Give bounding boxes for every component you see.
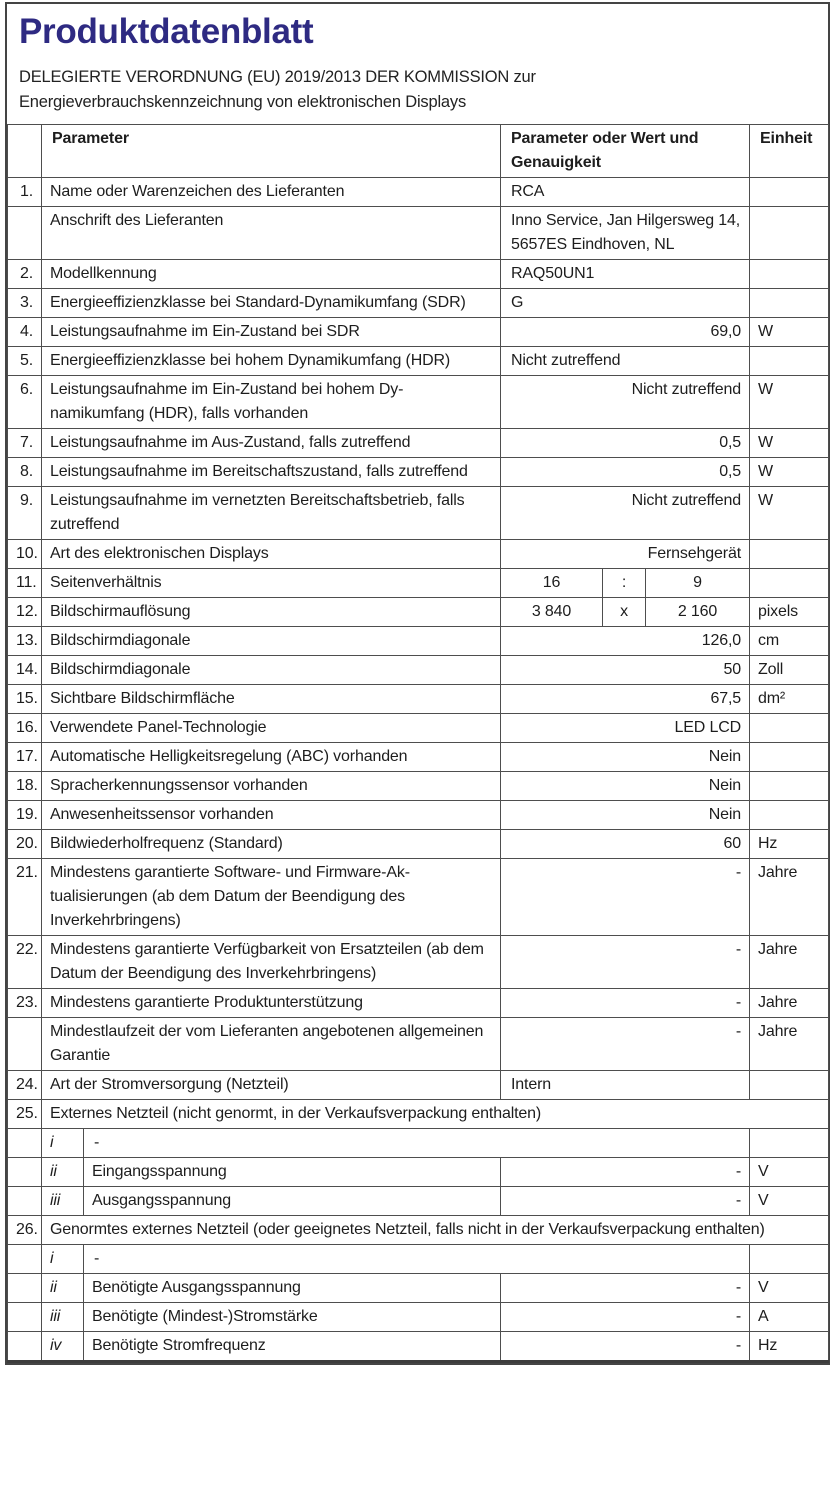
- unit-cell: [750, 1071, 829, 1100]
- parameter-cell: Bildschirmdiagonale: [42, 656, 501, 685]
- parameter-cell: Leistungsaufnahme im Ein-Zustand bei hohem Dynamikumfang (HDR), falls vorhanden: [42, 376, 501, 429]
- row-number-cell: 10.: [8, 540, 42, 569]
- unit-cell: [750, 289, 829, 318]
- parameter-cell: Bildwiederholfrequenz (Standard): [42, 830, 501, 859]
- parameter-cell: Modellkennung: [42, 260, 501, 289]
- value-cell: 60: [501, 830, 750, 859]
- table-row: [8, 1071, 829, 1100]
- row-number-cell: 1.: [8, 178, 42, 207]
- table-row: [8, 347, 829, 376]
- table-row: [8, 260, 829, 289]
- parameter-cell: Sichtbare Bildschirmfläche: [42, 685, 501, 714]
- section-title-cell: Externes Netzteil (nicht genormt, in der Verkaufsverpackung enthalten): [42, 1100, 829, 1129]
- unit-cell: V: [750, 1187, 829, 1216]
- parameter-cell: Anwesenheitssensor vorhanden: [42, 801, 501, 830]
- value-cell: -: [84, 1129, 750, 1158]
- row-number-cell: 5.: [8, 347, 42, 376]
- unit-cell: V: [750, 1274, 829, 1303]
- row-number-cell: 22.: [8, 936, 42, 989]
- table-row: [8, 487, 829, 540]
- table-row: [8, 318, 829, 347]
- row-number-cell: [8, 1332, 42, 1362]
- value-separator-cell: :: [603, 569, 646, 598]
- table-row: [8, 1018, 829, 1071]
- roman-numeral-cell: iii: [42, 1303, 84, 1332]
- value-cell: Nein: [501, 801, 750, 830]
- table-row: [8, 830, 829, 859]
- table-row: [8, 1245, 829, 1274]
- value-cell: Nein: [501, 772, 750, 801]
- unit-cell: A: [750, 1303, 829, 1332]
- row-number-cell: 12.: [8, 598, 42, 627]
- table-row: [8, 1129, 829, 1158]
- parameter-cell: Leistungsaufnahme im Ein-Zustand bei SDR: [42, 318, 501, 347]
- value-cell: -: [501, 1018, 750, 1071]
- subtitle-line-2: Energieverbrauchskennzeichnung von elektronischen Displays: [19, 93, 467, 111]
- roman-numeral-cell: i: [42, 1245, 84, 1274]
- parameter-cell: Mindestlaufzeit der vom Lieferanten angebotenen allgemeinen Garantie: [42, 1018, 501, 1071]
- value-part-cell: 2 160: [646, 598, 750, 627]
- table-row: [8, 656, 829, 685]
- value-cell: 0,5: [501, 429, 750, 458]
- parameter-cell: Energieeffizienzklasse bei hohem Dynamikumfang (HDR): [42, 347, 501, 376]
- row-number-cell: [8, 207, 42, 260]
- value-cell: 126,0: [501, 627, 750, 656]
- table-header-row: [8, 125, 829, 178]
- table-row: [8, 540, 829, 569]
- header-parameter-cell: Parameter: [42, 125, 501, 178]
- datasheet-table: [7, 124, 829, 1363]
- subtitle-line-1: DELEGIERTE VERORDNUNG (EU) 2019/2013 DER KOMMISSION zur: [19, 68, 536, 86]
- parameter-cell: Art der Stromversorgung (Netzteil): [42, 1071, 501, 1100]
- parameter-cell: Seitenverhältnis: [42, 569, 501, 598]
- value-cell: -: [501, 989, 750, 1018]
- parameter-cell: Spracherkennungssensor vorhanden: [42, 772, 501, 801]
- page-title: Produktdatenblatt: [19, 12, 314, 51]
- row-number-cell: [8, 1129, 42, 1158]
- value-part-cell: 3 840: [501, 598, 603, 627]
- unit-cell: Jahre: [750, 1018, 829, 1071]
- unit-cell: [750, 714, 829, 743]
- unit-cell: dm²: [750, 685, 829, 714]
- unit-cell: Zoll: [750, 656, 829, 685]
- row-number-cell: 4.: [8, 318, 42, 347]
- row-number-cell: 2.: [8, 260, 42, 289]
- unit-cell: [750, 260, 829, 289]
- table-row: [8, 772, 829, 801]
- value-cell: -: [501, 1303, 750, 1332]
- value-cell: RCA: [501, 178, 750, 207]
- unit-cell: cm: [750, 627, 829, 656]
- row-number-cell: [8, 1018, 42, 1071]
- table-row: [8, 1100, 829, 1129]
- row-number-cell: 21.: [8, 859, 42, 936]
- table-row: [8, 1332, 829, 1362]
- table-row: [8, 289, 829, 318]
- unit-cell: [750, 178, 829, 207]
- table-row: [8, 714, 829, 743]
- row-number-cell: 8.: [8, 458, 42, 487]
- parameter-cell: Automatische Helligkeitsregelung (ABC) vorhanden: [42, 743, 501, 772]
- row-number-cell: 14.: [8, 656, 42, 685]
- unit-cell: W: [750, 318, 829, 347]
- table-row: [8, 1216, 829, 1245]
- value-cell: RAQ50UN1: [501, 260, 750, 289]
- value-part-cell: 16: [501, 569, 603, 598]
- table-row: [8, 1274, 829, 1303]
- parameter-cell: Leistungsaufnahme im Aus-Zustand, falls zutreffend: [42, 429, 501, 458]
- table-row: [8, 1158, 829, 1187]
- table-row: [8, 458, 829, 487]
- roman-numeral-cell: ii: [42, 1158, 84, 1187]
- unit-cell: W: [750, 376, 829, 429]
- row-number-cell: 19.: [8, 801, 42, 830]
- row-number-cell: 13.: [8, 627, 42, 656]
- header-value-cell: Parameter oder Wert und Genauigkeit: [501, 125, 750, 178]
- table-row: [8, 627, 829, 656]
- value-cell: -: [501, 1158, 750, 1187]
- row-number-cell: 11.: [8, 569, 42, 598]
- parameter-cell: Mindestens garantierte Verfügbarkeit von Ersatzteilen (ab dem Datum der Beendigung des Inverkehrbringens): [42, 936, 501, 989]
- table-row: [8, 598, 829, 627]
- row-number-cell: 17.: [8, 743, 42, 772]
- table-row: [8, 429, 829, 458]
- unit-cell: [750, 569, 829, 598]
- section-title-cell: Genormtes externes Netzteil (oder geeignetes Netzteil, falls nicht in der Verkaufsverpackung enthalten): [42, 1216, 829, 1245]
- header-number-cell: [8, 125, 42, 178]
- table-row: [8, 1187, 829, 1216]
- row-number-cell: [8, 1303, 42, 1332]
- unit-cell: [750, 1245, 829, 1274]
- table-row: [8, 801, 829, 830]
- parameter-cell: Benötigte Ausgangsspannung: [84, 1274, 501, 1303]
- row-number-cell: 9.: [8, 487, 42, 540]
- parameter-cell: Verwendete Panel-Technologie: [42, 714, 501, 743]
- parameter-cell: Anschrift des Lieferanten: [42, 207, 501, 260]
- value-cell: 67,5: [501, 685, 750, 714]
- table-row: [8, 178, 829, 207]
- unit-cell: [750, 540, 829, 569]
- parameter-cell: Mindestens garantierte Software- und Firmware-Aktualisierungen (ab dem Datum der Beendigung des Inverkehrbringens): [42, 859, 501, 936]
- unit-cell: V: [750, 1158, 829, 1187]
- unit-cell: W: [750, 429, 829, 458]
- table-row: [8, 376, 829, 429]
- unit-cell: [750, 207, 829, 260]
- unit-cell: Jahre: [750, 936, 829, 989]
- row-number-cell: 15.: [8, 685, 42, 714]
- value-cell: 50: [501, 656, 750, 685]
- unit-cell: Hz: [750, 1332, 829, 1362]
- unit-cell: [750, 743, 829, 772]
- table-row: [8, 743, 829, 772]
- value-cell: 69,0: [501, 318, 750, 347]
- value-cell: Fernsehgerät: [501, 540, 750, 569]
- value-cell: LED LCD: [501, 714, 750, 743]
- parameter-cell: Art des elektronischen Displays: [42, 540, 501, 569]
- parameter-cell: Ausgangsspannung: [84, 1187, 501, 1216]
- value-cell: Intern: [501, 1071, 750, 1100]
- row-number-cell: 16.: [8, 714, 42, 743]
- header-block: [7, 4, 828, 124]
- row-number-cell: 25.: [8, 1100, 42, 1129]
- unit-cell: W: [750, 487, 829, 540]
- value-cell: G: [501, 289, 750, 318]
- parameter-cell: Benötigte Stromfrequenz: [84, 1332, 501, 1362]
- table-row: [8, 207, 829, 260]
- unit-cell: Jahre: [750, 989, 829, 1018]
- unit-cell: [750, 1129, 829, 1158]
- row-number-cell: 23.: [8, 989, 42, 1018]
- row-number-cell: [8, 1245, 42, 1274]
- parameter-cell: Energieeffizienzklasse bei Standard-Dynamikumfang (SDR): [42, 289, 501, 318]
- row-number-cell: 26.: [8, 1216, 42, 1245]
- row-number-cell: 24.: [8, 1071, 42, 1100]
- parameter-cell: Benötigte (Mindest-)Stromstärke: [84, 1303, 501, 1332]
- header-unit-cell: Einheit: [750, 125, 829, 178]
- roman-numeral-cell: iv: [42, 1332, 84, 1362]
- unit-cell: W: [750, 458, 829, 487]
- table-row: [8, 1303, 829, 1332]
- table-body: [8, 178, 829, 1362]
- unit-cell: [750, 772, 829, 801]
- table-row: [8, 989, 829, 1018]
- value-cell: Nein: [501, 743, 750, 772]
- unit-cell: Hz: [750, 830, 829, 859]
- parameter-cell: Bildschirmauflösung: [42, 598, 501, 627]
- value-separator-cell: x: [603, 598, 646, 627]
- row-number-cell: [8, 1158, 42, 1187]
- row-number-cell: [8, 1187, 42, 1216]
- row-number-cell: 18.: [8, 772, 42, 801]
- table-row: [8, 685, 829, 714]
- value-part-cell: 9: [646, 569, 750, 598]
- value-cell: -: [501, 1274, 750, 1303]
- parameter-cell: Bildschirmdiagonale: [42, 627, 501, 656]
- value-cell: Nicht zutreffend: [501, 347, 750, 376]
- parameter-cell: Mindestens garantierte Produktunterstützung: [42, 989, 501, 1018]
- table-row: [8, 859, 829, 936]
- value-cell: -: [84, 1245, 750, 1274]
- row-number-cell: [8, 1274, 42, 1303]
- parameter-cell: Eingangsspannung: [84, 1158, 501, 1187]
- parameter-cell: Leistungsaufnahme im Bereitschaftszustand, falls zutreffend: [42, 458, 501, 487]
- value-cell: 0,5: [501, 458, 750, 487]
- row-number-cell: 7.: [8, 429, 42, 458]
- unit-cell: pixels: [750, 598, 829, 627]
- unit-cell: [750, 347, 829, 376]
- parameter-cell: Name oder Warenzeichen des Lieferanten: [42, 178, 501, 207]
- roman-numeral-cell: ii: [42, 1274, 84, 1303]
- row-number-cell: 3.: [8, 289, 42, 318]
- row-number-cell: 6.: [8, 376, 42, 429]
- value-cell: -: [501, 1187, 750, 1216]
- parameter-cell: Leistungsaufnahme im vernetzten Bereitschaftsbetrieb, falls zutreffend: [42, 487, 501, 540]
- table-row: [8, 936, 829, 989]
- unit-cell: Jahre: [750, 859, 829, 936]
- value-cell: -: [501, 859, 750, 936]
- value-cell: Nicht zutreffend: [501, 487, 750, 540]
- value-cell: Inno Service, Jan Hilgersweg 14, 5657ES Eindhoven, NL: [501, 207, 750, 260]
- roman-numeral-cell: iii: [42, 1187, 84, 1216]
- value-cell: -: [501, 936, 750, 989]
- value-cell: Nicht zutreffend: [501, 376, 750, 429]
- roman-numeral-cell: i: [42, 1129, 84, 1158]
- table-row: [8, 569, 829, 598]
- row-number-cell: 20.: [8, 830, 42, 859]
- value-cell: -: [501, 1332, 750, 1362]
- datasheet-page: [5, 2, 830, 1365]
- unit-cell: [750, 801, 829, 830]
